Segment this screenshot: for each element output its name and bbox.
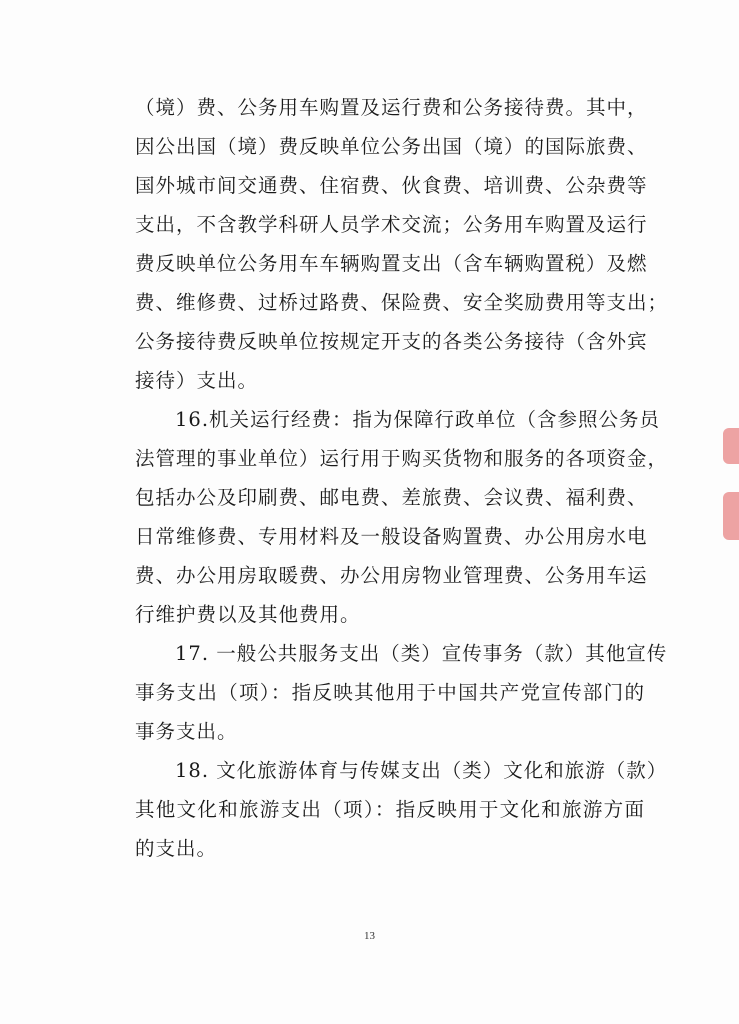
item-16-heading: 16.机关运行经费：指为保障行政单位（含参照公务员: [175, 408, 661, 431]
body-text: [135, 88, 669, 868]
text-line: 费、办公用房取暖费、办公用房物业管理费、公务用车运: [135, 564, 648, 587]
page-number: 13: [364, 930, 375, 942]
text-line: 的支出。: [135, 837, 218, 860]
text-line: 费反映单位公务用车车辆购置支出（含车辆购置税）及燃: [135, 252, 648, 275]
text-line: 日常维修费、专用材料及一般设备购置费、办公用房水电: [135, 525, 648, 548]
text-line: 事务支出（项）：指反映其他用于中国共产党宣传部门的: [135, 681, 645, 704]
text-line: 支出，不含教学科研人员学术交流；公务用车购置及运行: [135, 213, 648, 236]
text-line: 公务接待费反映单位按规定开支的各类公务接待（含外宾: [135, 330, 648, 353]
text-line: 国外城市间交通费、住宿费、伙食费、培训费、公杂费等: [135, 174, 648, 197]
text-line: 行维护费以及其他费用。: [135, 603, 361, 626]
seal-stamp-fragment: [723, 428, 739, 464]
text-line: 接待）支出。: [135, 369, 259, 392]
item-18-heading: 18. 文化旅游体育与传媒支出（类）文化和旅游（款）: [175, 759, 668, 782]
item-17-heading: 17. 一般公共服务支出（类）宣传事务（款）其他宣传: [175, 642, 668, 665]
text-line: 事务支出。: [135, 720, 238, 743]
text-line: 费、维修费、过桥过路费、保险费、安全奖励费用等支出；: [135, 291, 669, 314]
text-line: 法管理的事业单位）运行用于购买货物和服务的各项资金，: [135, 447, 669, 470]
text-line: 其他文化和旅游支出（项）：指反映用于文化和旅游方面: [135, 798, 645, 821]
text-line: 包括办公及印刷费、邮电费、差旅费、会议费、福利费、: [135, 486, 648, 509]
text-line: （境）费、公务用车购置及运行费和公务接待费。其中，: [135, 96, 648, 119]
text-line: 因公出国（境）费反映单位公务出国（境）的国际旅费、: [135, 135, 648, 158]
seal-stamp-fragment: [723, 492, 739, 540]
